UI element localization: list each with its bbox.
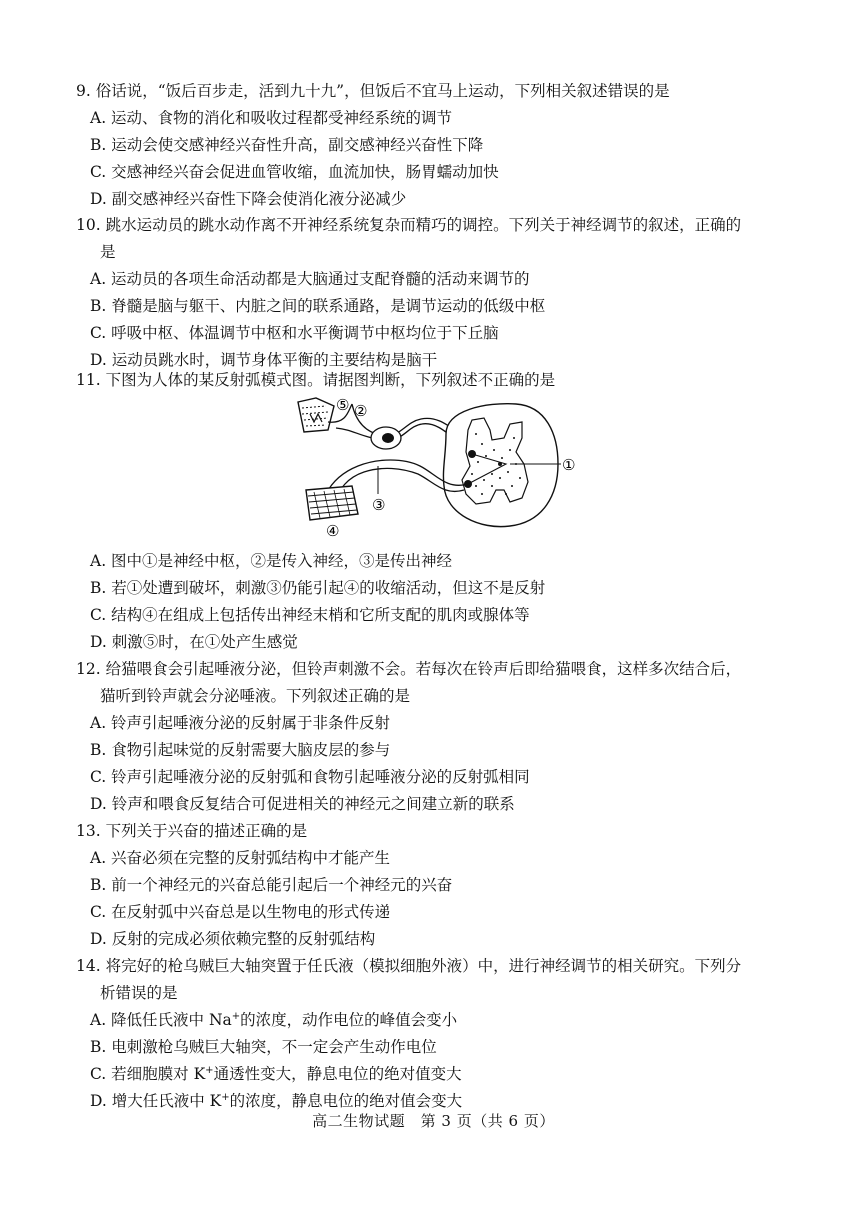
question-10-stem-line1: 10. 跳水运动员的跳水动作离不开神经系统复杂而精巧的调控。下列关于神经调节的叙述，正确的: [76, 216, 742, 234]
question-10-option-c: C. 呼吸中枢、体温调节中枢和水平衡调节中枢均位于下丘脑: [90, 324, 499, 342]
question-12-stem-line2: 猫听到铃声就会分泌唾液。下列叙述正确的是: [100, 687, 411, 705]
question-11-stem-block: [76, 367, 816, 394]
label-1: ①: [562, 456, 576, 474]
label-3: ③: [372, 496, 386, 514]
question-12-stem-line1: 12. 给猫喂食会引起唾液分泌，但铃声刺激不会。若每次在铃声后即给猫喂食，这样多次结合后，: [76, 660, 742, 678]
question-9-option-a: A. 运动、食物的消化和吸收过程都受神经系统的调节: [90, 109, 453, 127]
question-13-option-d: D. 反射的完成必须依赖完整的反射弧结构: [90, 930, 376, 948]
question-13-option-a: A. 兴奋必须在完整的反射弧结构中才能产生: [90, 849, 391, 867]
question-14-option-a-text-1: A. 降低任氏液中 Na: [90, 1011, 232, 1029]
question-12-option-c: C. 铃声引起唾液分泌的反射弧和食物引起唾液分泌的反射弧相同: [90, 768, 530, 786]
receptor-structure: [298, 398, 334, 432]
question-14-option-c-text-2: 通透性变大，静息电位的绝对值变大: [213, 1065, 462, 1083]
label-5: ⑤: [336, 396, 350, 414]
question-14-option-c-superscript: +: [205, 1064, 214, 1076]
question-10-option-d: D. 运动员跳水时，调节身体平衡的主要结构是脑干: [90, 351, 438, 369]
question-13: [76, 818, 816, 953]
question-9-option-b: B. 运动会使交感神经兴奋性升高，副交感神经兴奋性下降: [90, 136, 484, 154]
label-4: ④: [326, 522, 340, 540]
question-14-option-d-text-2: 的浓度，静息电位的绝对值会变大: [229, 1092, 463, 1110]
question-12-option-b: B. 食物引起味觉的反射需要大脑皮层的参与: [90, 741, 391, 759]
label-2: ②: [354, 402, 368, 420]
page-footer: 高二生物试题 第 3 页（共 6 页）: [312, 1112, 555, 1130]
question-14-stem-line2: 析错误的是: [100, 984, 178, 1002]
question-14-option-c-text-1: C. 若细胞膜对 K: [90, 1065, 206, 1083]
question-13-option-c: C. 在反射弧中兴奋总是以生物电的形式传递: [90, 903, 391, 921]
question-12: [76, 656, 816, 818]
reflex-arc-figure: [296, 394, 592, 540]
question-11-options: [76, 548, 816, 656]
question-14-option-a: [76, 1007, 816, 1034]
question-14-option-b: B. 电刺激枪乌贼巨大轴突，不一定会产生动作电位: [90, 1038, 437, 1056]
question-10-option-b: B. 脊髓是脑与躯干、内脏之间的联系通路，是调节运动的低级中枢: [90, 297, 546, 315]
question-11-stem: 11. 下图为人体的某反射弧模式图。请据图判断，下列叙述不正确的是: [76, 371, 556, 389]
question-12-option-a: A. 铃声引起唾液分泌的反射属于非条件反射: [90, 714, 391, 732]
question-10: [76, 212, 816, 374]
question-9-option-c: C. 交感神经兴奋会促进血管收缩，血流加快，肠胃蠕动加快: [90, 163, 499, 181]
question-14: [76, 953, 816, 1115]
question-11-option-d: D. 刺激⑤时，在①处产生感觉: [90, 633, 298, 651]
question-11-option-c: C. 结构④在组成上包括传出神经末梢和它所支配的肌肉或腺体等: [90, 606, 530, 624]
question-9: [76, 78, 816, 213]
question-14-option-c: [76, 1061, 816, 1088]
question-9-stem: 9. 俗话说，“饭后百步走，活到九十九”，但饭后不宜马上运动，下列相关叙述错误的是: [76, 82, 670, 100]
question-10-stem-line2: 是: [100, 243, 116, 261]
question-12-option-d: D. 铃声和喂食反复结合可促进相关的神经元之间建立新的联系: [90, 795, 515, 813]
question-13-option-b: B. 前一个神经元的兴奋总能引起后一个神经元的兴奋: [90, 876, 453, 894]
question-14-stem-line1: 14. 将完好的枪乌贼巨大轴突置于任氏液（模拟细胞外液）中，进行神经调节的相关研究。下列分: [76, 957, 742, 975]
question-9-option-d: D. 副交感神经兴奋性下降会使消化液分泌减少: [90, 190, 407, 208]
question-14-option-a-superscript: +: [231, 1010, 241, 1022]
question-10-option-a: A. 运动员的各项生命活动都是大脑通过支配脊髓的活动来调节的: [90, 270, 530, 288]
question-14-option-d-text-1: D. 增大任氏液中 K: [90, 1092, 222, 1110]
effector-muscle: [306, 486, 358, 520]
question-11-option-b: B. 若①处遭到破坏，刺激③仍能引起④的收缩活动，但这不是反射: [90, 579, 546, 597]
question-14-option-d-superscript: +: [221, 1091, 230, 1103]
question-11-option-a: A. 图中①是神经中枢，②是传入神经，③是传出神经: [90, 552, 453, 570]
question-13-stem: 13. 下列关于兴奋的描述正确的是: [76, 822, 308, 840]
question-14-option-a-text-2: 的浓度，动作电位的峰值会变小: [240, 1011, 458, 1029]
